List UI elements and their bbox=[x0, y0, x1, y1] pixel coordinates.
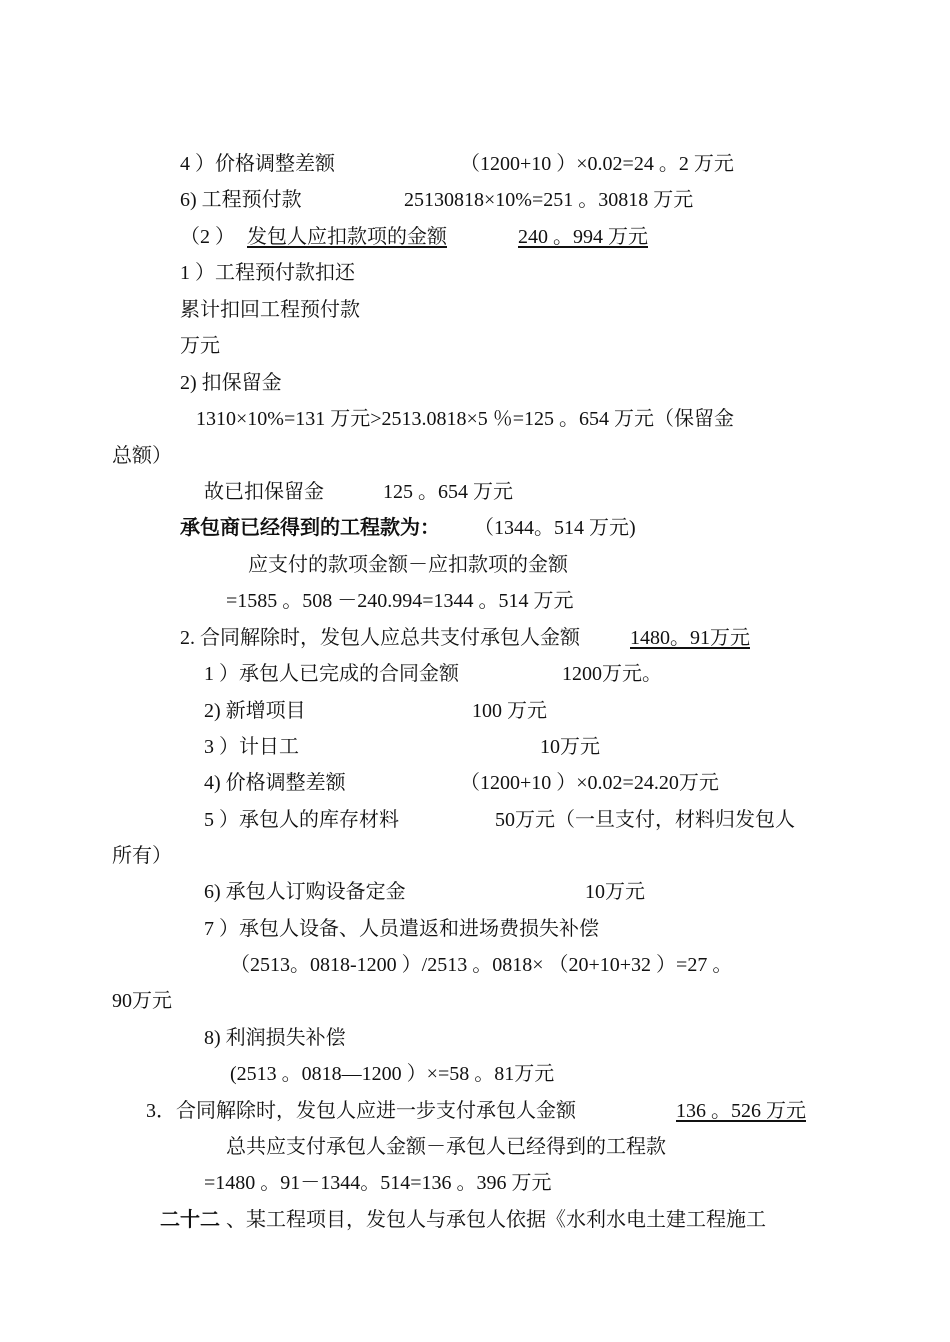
text-line: 万元 bbox=[180, 335, 220, 357]
text-line: 90万元 bbox=[112, 990, 172, 1012]
text-line: （1200+10 ）×0.02=24 。2 万元 bbox=[460, 153, 734, 175]
text-line: 1200万元。 bbox=[562, 663, 662, 685]
text-line: 8) 利润损失补偿 bbox=[204, 1027, 346, 1049]
text-line: （2 ） bbox=[180, 226, 235, 248]
text-line: 3．合同解除时，发包人应进一步支付承包人金额 bbox=[146, 1100, 576, 1122]
text-line: 累计扣回工程预付款 bbox=[180, 299, 360, 321]
text-line: 1 ）承包人已完成的合同金额 bbox=[204, 663, 459, 685]
text-line: 6) 承包人订购设备定金 bbox=[204, 881, 406, 903]
text-line: 、某工程项目，发包人与承包人依据《水利水电土建工程施工 bbox=[226, 1209, 766, 1231]
text-line: 2) 新增项目 bbox=[204, 700, 306, 722]
underlined-text: 发包人应扣款项的金额 bbox=[247, 226, 447, 248]
text-line: 50万元（一旦支付，材料归发包人 bbox=[495, 809, 795, 831]
text-line: 4 ）价格调整差额 bbox=[180, 153, 335, 175]
text-line: 25130818×10%=251 。30818 万元 bbox=[404, 189, 694, 211]
text-line: 1310×10%=131 万元>2513.0818×5 ％=125 。654 万元（保留金 bbox=[196, 408, 735, 430]
text-line: 100 万元 bbox=[472, 700, 547, 722]
text-line: 总额） bbox=[112, 445, 172, 467]
text-line: 10万元 bbox=[585, 881, 645, 903]
bold-heading: 承包商已经得到的工程款为： bbox=[180, 517, 440, 539]
text-line: =1480 。91－1344。514=136 。396 万元 bbox=[204, 1172, 552, 1194]
underlined-amount: 136 。526 万元 bbox=[676, 1100, 806, 1122]
text-line: (2513 。0818—1200 ）×=58 。81万元 bbox=[230, 1063, 555, 1085]
text-line: 2. 合同解除时，发包人应总共支付承包人金额 bbox=[180, 627, 580, 649]
text-line: 2) 扣保留金 bbox=[180, 372, 282, 394]
text-line: 应支付的款项金额－应扣款项的金额 bbox=[248, 554, 568, 576]
text-line: 10万元 bbox=[540, 736, 600, 758]
text-line: =1585 。508 －240.994=1344 。514 万元 bbox=[226, 590, 574, 612]
text-line: 总共应支付承包人金额－承包人已经得到的工程款 bbox=[226, 1136, 666, 1158]
text-line: 5 ）承包人的库存材料 bbox=[204, 809, 399, 831]
text-line: 故已扣保留金 bbox=[204, 481, 324, 503]
text-line: （2513。0818-1200 ）/2513 。0818× （20+10+32 ）=27 。 bbox=[230, 954, 733, 976]
text-line: 4) 价格调整差额 bbox=[204, 772, 346, 794]
text-line: 1 ）工程预付款扣还 bbox=[180, 262, 355, 284]
text-line: 125 。654 万元 bbox=[383, 481, 513, 503]
text-line: 6) 工程预付款 bbox=[180, 189, 302, 211]
underlined-amount: 240 。994 万元 bbox=[518, 226, 648, 248]
section-number: 二十二 bbox=[160, 1209, 220, 1231]
text-line: （1200+10 ）×0.02=24.20万元 bbox=[460, 772, 719, 794]
text-line: 3 ）计日工 bbox=[204, 736, 299, 758]
text-line: （1344。514 万元) bbox=[474, 517, 636, 539]
text-line: 7 ）承包人设备、人员遣返和进场费损失补偿 bbox=[204, 918, 599, 940]
underlined-amount: 1480。91万元 bbox=[630, 627, 750, 649]
text-line: 所有） bbox=[112, 845, 172, 867]
